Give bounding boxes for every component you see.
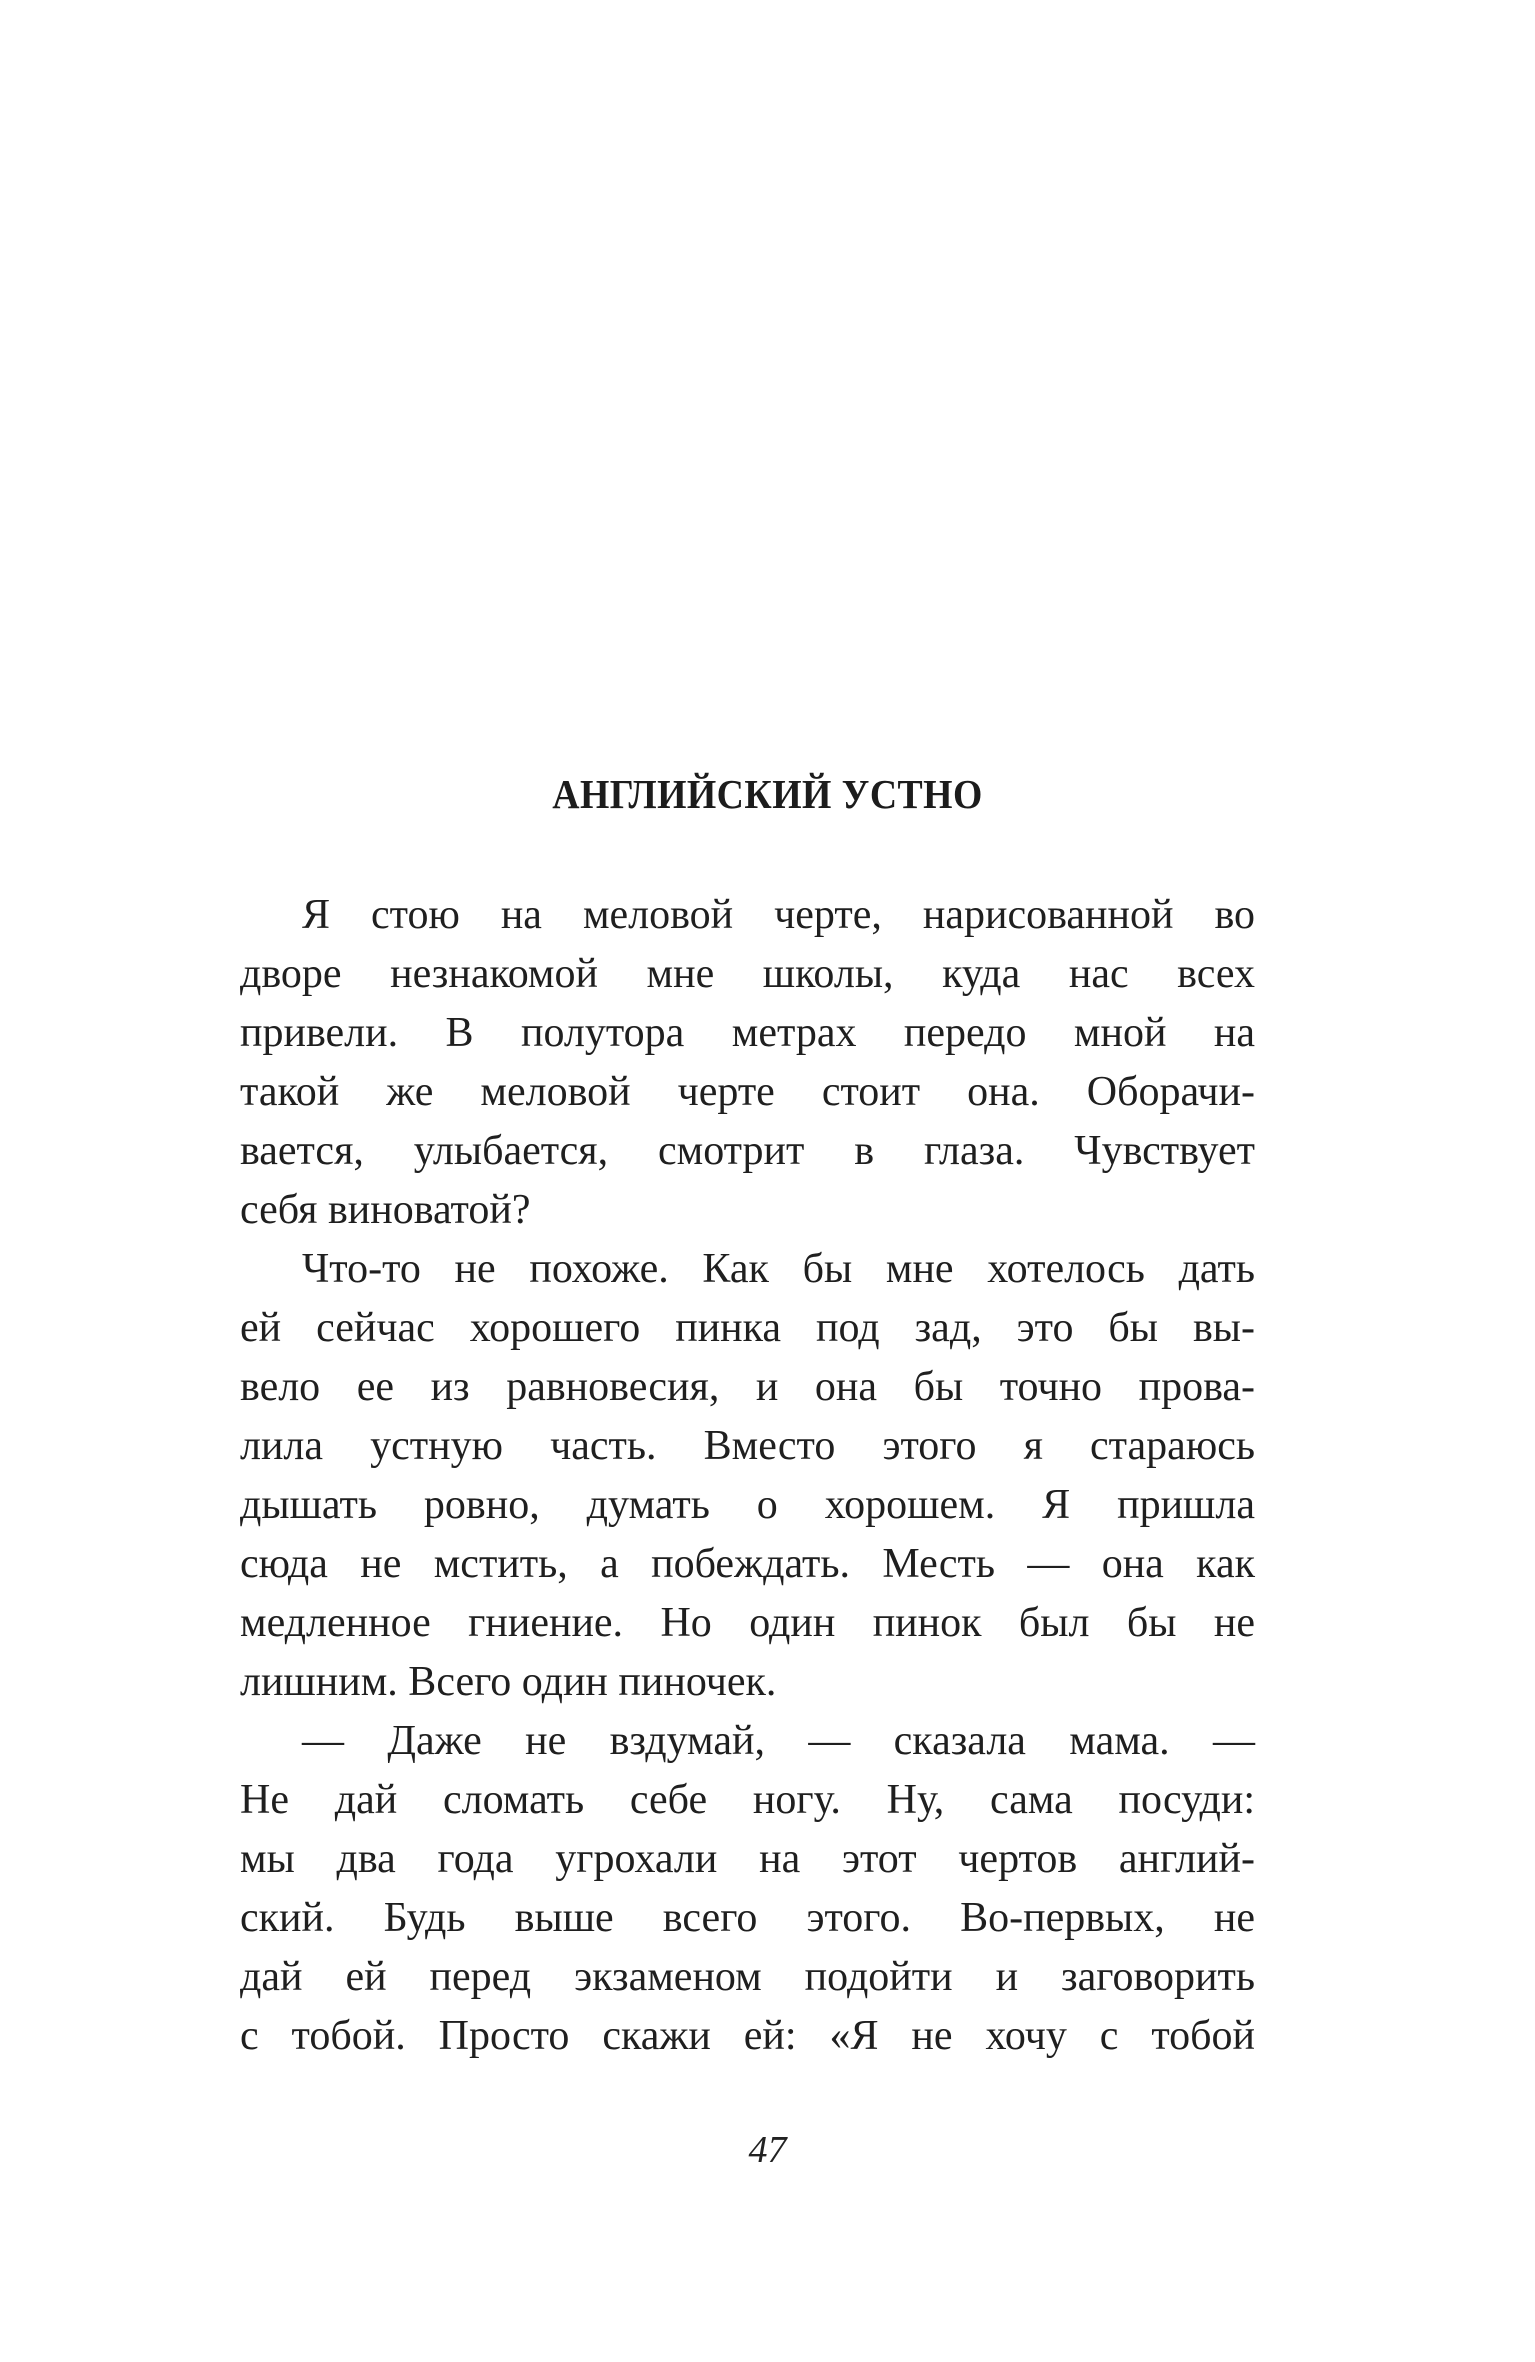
- text-line: ей сейчас хорошего пинка под зад, это бы вы-: [240, 1305, 1255, 1351]
- paragraph-1: [240, 886, 1255, 1240]
- text-line: дышать ровно, думать о хорошем. Я пришла: [240, 1482, 1255, 1528]
- text-line: дворе незнакомой мне школы, куда нас всех: [240, 951, 1255, 997]
- text-line: лила устную часть. Вместо этого я стараюсь: [240, 1423, 1255, 1469]
- chapter-title: АНГЛИЙСКИЙ УСТНО: [552, 771, 983, 817]
- text-line: с тобой. Просто скажи ей: «Я не хочу с тобой: [240, 2013, 1255, 2059]
- text-line: сюда не мстить, а побеждать. Месть — она как: [240, 1541, 1255, 1587]
- text-line: Что-то не похоже. Как бы мне хотелось дать: [302, 1246, 1255, 1292]
- page-number: 47: [748, 2129, 787, 2171]
- text-line: — Даже не вздумай, — сказала мама. —: [302, 1718, 1255, 1764]
- text-line: такой же меловой черте стоит она. Оборачи-: [240, 1069, 1255, 1115]
- text-line: себя виноватой?: [240, 1187, 531, 1233]
- text-line: дай ей перед экзаменом подойти и заговорить: [240, 1954, 1255, 2000]
- body-text: [240, 886, 1255, 2066]
- text-line: вается, улыбается, смотрит в глаза. Чувствует: [240, 1128, 1255, 1174]
- text-line: Я стою на меловой черте, нарисованной во: [302, 892, 1255, 938]
- text-line: лишним. Всего один пиночек.: [240, 1659, 777, 1705]
- text-line: вело ее из равновесия, и она бы точно прова-: [240, 1364, 1255, 1410]
- text-line: привели. В полутора метрах передо мной на: [240, 1010, 1255, 1056]
- paragraph-2: [240, 1240, 1255, 1712]
- text-line: Не дай сломать себе ногу. Ну, сама посуди:: [240, 1777, 1255, 1823]
- text-line: мы два года угрохали на этот чертов англий-: [240, 1836, 1255, 1882]
- text-line: медленное гниение. Но один пинок был бы не: [240, 1600, 1255, 1646]
- paragraph-3: [240, 1712, 1255, 2066]
- text-line: ский. Будь выше всего этого. Во-первых, не: [240, 1895, 1255, 1941]
